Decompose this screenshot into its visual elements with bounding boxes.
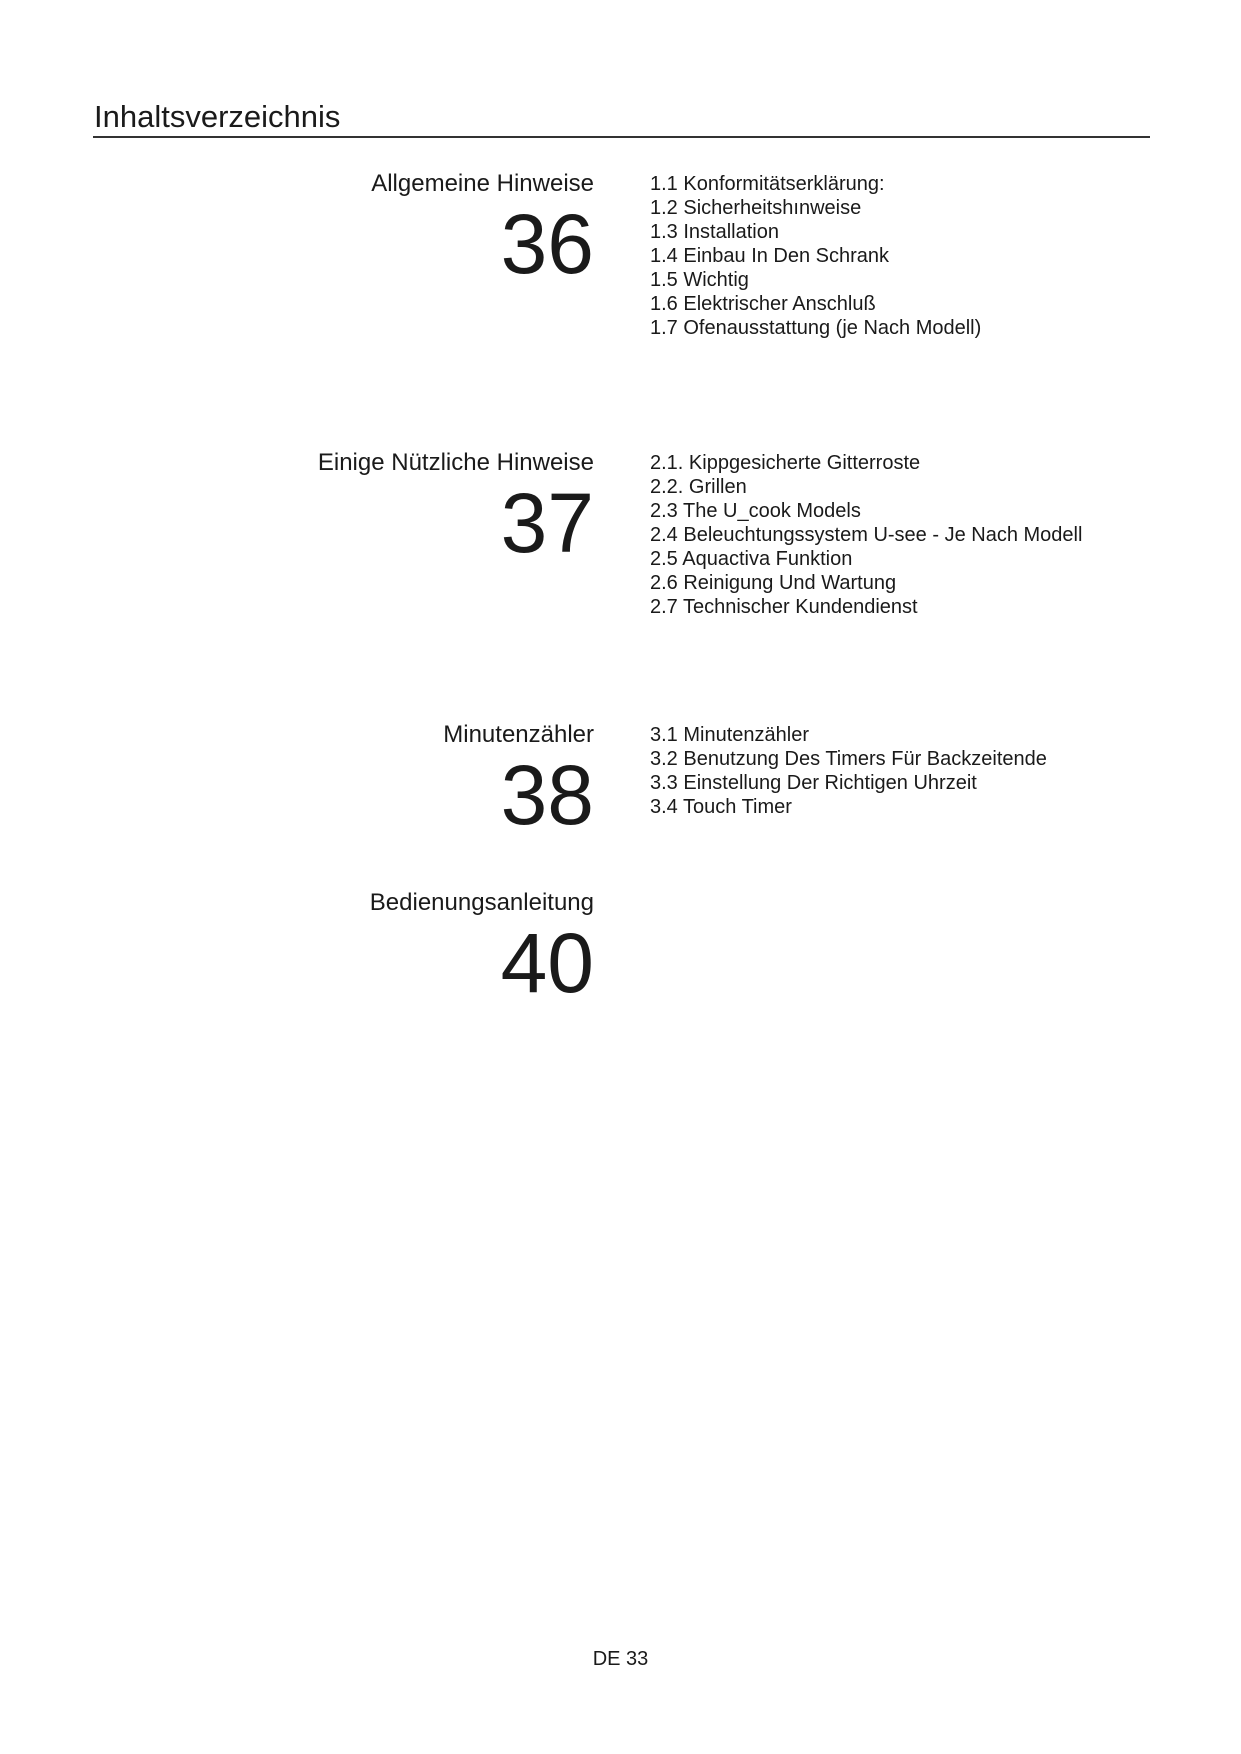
toc-entry[interactable]: 3.4 Touch Timer <box>650 796 792 818</box>
section-page-number[interactable]: 40 <box>500 916 594 1010</box>
toc-entry[interactable]: 1.2 Sicherheitshınweise <box>650 197 862 219</box>
section-heading-block <box>174 170 594 291</box>
section-page-number[interactable]: 37 <box>500 476 594 570</box>
page-footer-number: DE 33 <box>592 1648 649 1670</box>
toc-entry[interactable]: 3.3 Einstellung Der Richtigen Uhrzeit <box>650 772 977 794</box>
toc-entry[interactable]: 2.4 Beleuchtungssystem U-see - Je Nach Modell <box>650 524 1083 546</box>
toc-entry[interactable]: 2.5 Aquactiva Funktion <box>650 548 853 570</box>
section-item-list <box>650 723 1047 819</box>
toc-entry[interactable]: 1.5 Wichtig <box>650 269 749 291</box>
section-heading-block <box>174 889 594 1010</box>
toc-entry[interactable]: 1.4 Einbau In Den Schrank <box>650 245 890 267</box>
section-item-list <box>650 451 1082 619</box>
section-title[interactable]: Einige Nützliche Hinweise <box>317 449 594 476</box>
section-page-number[interactable]: 36 <box>500 197 594 291</box>
toc-entry[interactable]: 2.1. Kippgesicherte Gitterroste <box>650 452 921 474</box>
section-heading-block <box>174 449 594 570</box>
page-title: Inhaltsverzeichnis <box>94 99 341 134</box>
toc-entry[interactable]: 1.7 Ofenausstattung (je Nach Modell) <box>650 317 982 339</box>
toc-entry[interactable]: 1.3 Installation <box>650 221 779 243</box>
toc-entry[interactable]: 3.1 Minutenzähler <box>650 724 809 746</box>
toc-entry[interactable]: 1.6 Elektrischer Anschluß <box>650 293 876 315</box>
section-title[interactable]: Bedienungsanleitung <box>369 889 594 916</box>
section-item-list <box>650 172 981 340</box>
section-title[interactable]: Allgemeine Hinweise <box>371 170 594 197</box>
title-divider <box>93 136 1150 138</box>
section-heading-block <box>174 721 594 842</box>
toc-entry[interactable]: 1.1 Konformitätserklärung: <box>650 173 885 195</box>
toc-entry[interactable]: 2.6 Reinigung Und Wartung <box>650 572 897 594</box>
section-title[interactable]: Minutenzähler <box>443 721 594 748</box>
section-page-number[interactable]: 38 <box>500 748 594 842</box>
toc-entry[interactable]: 3.2 Benutzung Des Timers Für Backzeitende <box>650 748 1047 770</box>
toc-entry[interactable]: 2.3 The U_cook Models <box>650 500 861 522</box>
toc-entry[interactable]: 2.2. Grillen <box>650 476 747 498</box>
toc-entry[interactable]: 2.7 Technischer Kundendienst <box>650 596 918 618</box>
